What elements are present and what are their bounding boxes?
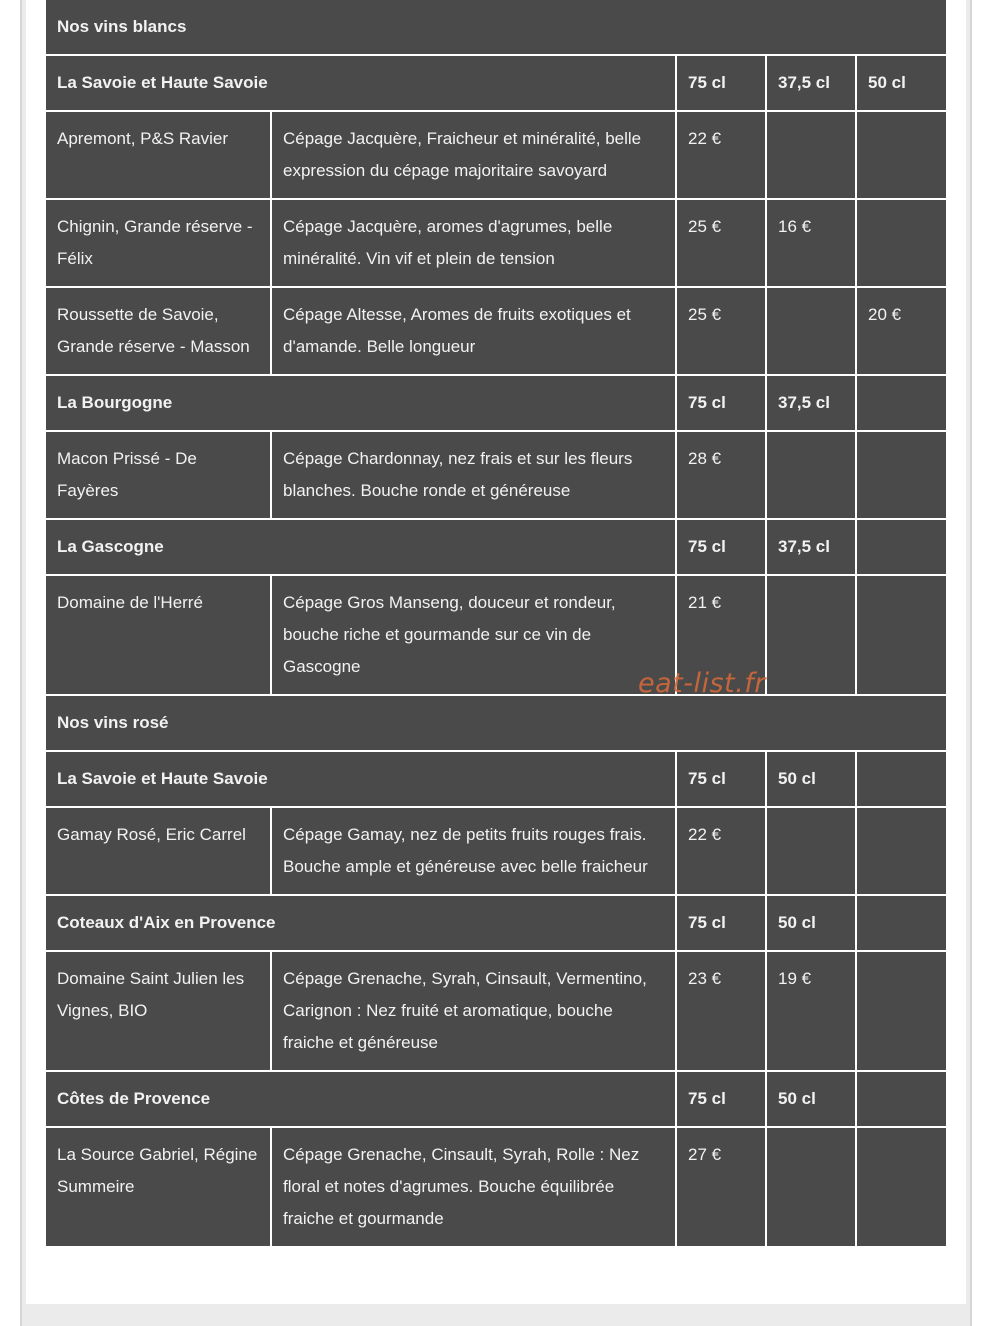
wine-price <box>856 431 946 519</box>
size-label: 75 cl <box>676 895 766 951</box>
size-label: 75 cl <box>676 1071 766 1127</box>
size-label <box>856 895 946 951</box>
wine-name: Apremont, P&S Ravier <box>46 111 271 199</box>
size-label: 50 cl <box>766 1071 856 1127</box>
wine-price <box>766 1127 856 1247</box>
wine-price <box>766 575 856 695</box>
region-header-row <box>46 895 946 951</box>
wine-price <box>856 199 946 287</box>
wine-row <box>46 575 946 695</box>
wine-row <box>46 951 946 1071</box>
region-name: La Gascogne <box>46 519 676 575</box>
region-name: Coteaux d'Aix en Provence <box>46 895 676 951</box>
wine-description: Cépage Grenache, Syrah, Cinsault, Vermentino, Carignon : Nez fruité et aromatique, bouche fraiche et généreuse <box>271 951 676 1071</box>
wine-price: 22 € <box>676 111 766 199</box>
size-label: 37,5 cl <box>766 519 856 575</box>
wine-price <box>856 951 946 1071</box>
wine-price <box>856 1127 946 1247</box>
size-label: 37,5 cl <box>766 375 856 431</box>
region-header-row <box>46 519 946 575</box>
wine-price <box>766 431 856 519</box>
wine-price <box>766 111 856 199</box>
size-label: 75 cl <box>676 55 766 111</box>
size-label: 75 cl <box>676 375 766 431</box>
wine-description: Cépage Grenache, Cinsault, Syrah, Rolle : Nez floral et notes d'agrumes. Bouche équilibrée fraiche et gourmande <box>271 1127 676 1247</box>
region-header-row <box>46 1071 946 1127</box>
wine-row <box>46 431 946 519</box>
wine-name: Domaine Saint Julien les Vignes, BIO <box>46 951 271 1071</box>
size-label: 37,5 cl <box>766 55 856 111</box>
size-label <box>856 375 946 431</box>
wine-description: Cépage Jacquère, aromes d'agrumes, belle minéralité. Vin vif et plein de tension <box>271 199 676 287</box>
wine-price <box>856 575 946 695</box>
wine-row <box>46 287 946 375</box>
wine-price <box>856 111 946 199</box>
wine-price: 19 € <box>766 951 856 1071</box>
section-header-row <box>46 695 946 751</box>
wine-price: 21 € <box>676 575 766 695</box>
region-name: Côtes de Provence <box>46 1071 676 1127</box>
wine-name: Macon Prissé - De Fayères <box>46 431 271 519</box>
section-title: Nos vins rosé <box>46 695 946 751</box>
wine-price: 25 € <box>676 287 766 375</box>
size-label: 50 cl <box>766 751 856 807</box>
wine-name: La Source Gabriel, Régine Summeire <box>46 1127 271 1247</box>
wine-row <box>46 111 946 199</box>
region-header-row <box>46 375 946 431</box>
size-label: 50 cl <box>766 895 856 951</box>
wine-price: 16 € <box>766 199 856 287</box>
wine-price: 28 € <box>676 431 766 519</box>
wine-name: Domaine de l'Herré <box>46 575 271 695</box>
size-label: 75 cl <box>676 751 766 807</box>
size-label <box>856 751 946 807</box>
size-label: 50 cl <box>856 55 946 111</box>
size-label: 75 cl <box>676 519 766 575</box>
wine-price <box>766 287 856 375</box>
wine-price: 20 € <box>856 287 946 375</box>
region-header-row <box>46 751 946 807</box>
wine-description: Cépage Chardonnay, nez frais et sur les fleurs blanches. Bouche ronde et généreuse <box>271 431 676 519</box>
wine-price: 25 € <box>676 199 766 287</box>
wine-name: Gamay Rosé, Eric Carrel <box>46 807 271 895</box>
wine-description: Cépage Jacquère, Fraicheur et minéralité, belle expression du cépage majoritaire savoyard <box>271 111 676 199</box>
size-label <box>856 519 946 575</box>
region-name: La Bourgogne <box>46 375 676 431</box>
wine-name: Roussette de Savoie, Grande réserve - Masson <box>46 287 271 375</box>
section-title: Nos vins blancs <box>46 0 946 55</box>
wine-description: Cépage Gamay, nez de petits fruits rouges frais. Bouche ample et généreuse avec belle fraicheur <box>271 807 676 895</box>
size-label <box>856 1071 946 1127</box>
wine-price: 27 € <box>676 1127 766 1247</box>
region-name: La Savoie et Haute Savoie <box>46 751 676 807</box>
wine-description: Cépage Altesse, Aromes de fruits exotiques et d'amande. Belle longueur <box>271 287 676 375</box>
wine-row <box>46 807 946 895</box>
wine-list-table <box>46 0 946 1248</box>
wine-name: Chignin, Grande réserve - Félix <box>46 199 271 287</box>
watermark: eat-list.fr <box>638 668 766 699</box>
section-header-row <box>46 0 946 55</box>
wine-price <box>766 807 856 895</box>
wine-price: 23 € <box>676 951 766 1071</box>
region-header-row <box>46 55 946 111</box>
wine-price <box>856 807 946 895</box>
wine-price: 22 € <box>676 807 766 895</box>
region-name: La Savoie et Haute Savoie <box>46 55 676 111</box>
wine-row <box>46 199 946 287</box>
wine-row <box>46 1127 946 1247</box>
wine-description: Cépage Gros Manseng, douceur et rondeur, bouche riche et gourmande sur ce vin de Gascogne <box>271 575 676 695</box>
